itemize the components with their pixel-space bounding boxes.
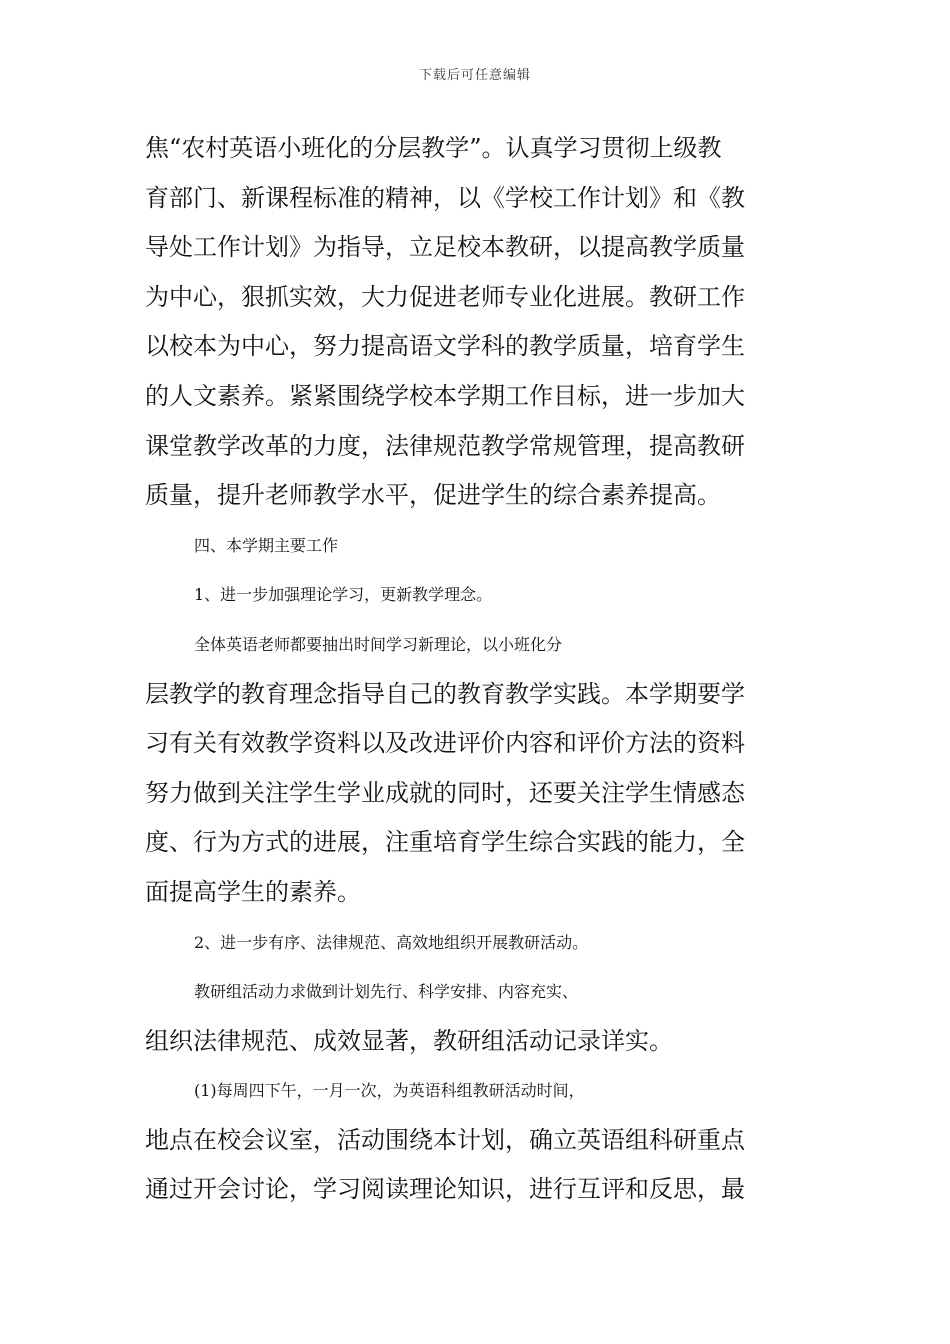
paragraph-first-line: 教研组活动力求做到计划先行、科学安排、内容充实、 bbox=[194, 982, 579, 1002]
document-body bbox=[145, 124, 825, 1215]
paragraph-line: 努力做到关注学生学业成就的同时，还要关注学生情感态 bbox=[145, 778, 745, 807]
paragraph-line: 层教学的教育理念指导自己的教育教学实践。本学期要学 bbox=[145, 679, 745, 708]
paragraph-line: 为中心，狠抓实效，大力促进老师专业化进展。教研工作 bbox=[145, 282, 745, 311]
paragraph-line: 质量，提升老师教学水平，促进学生的综合素养提高。 bbox=[145, 481, 721, 510]
paragraph-line: 度、行为方式的进展，注重培育学生综合实践的能力，全 bbox=[145, 828, 745, 857]
paragraph-first-line: 四、本学期主要工作 bbox=[194, 535, 339, 555]
paragraph-first-line: (1)每周四下午，一月一次，为英语科组教研活动时间， bbox=[194, 1081, 585, 1101]
paragraph-line: 通过开会讨论，学习阅读理论知识，进行互评和反思，最 bbox=[145, 1175, 745, 1204]
paragraph-line: 焦“农村英语小班化的分层教学”。认真学习贯彻上级教 bbox=[145, 134, 722, 162]
paragraph-line: 面提高学生的素养。 bbox=[145, 877, 361, 906]
paragraph-first-line: 2、进一步有序、法律规范、高效地组织开展教研活动。 bbox=[194, 932, 589, 952]
paragraph-first-line: 全体英语老师都要抽出时间学习新理论，以小班化分 bbox=[194, 634, 563, 654]
paragraph-line: 导处工作计划》为指导，立足校本教研，以提高教学质量 bbox=[145, 233, 745, 262]
paragraph-line: 组织法律规范、成效显著，教研组活动记录详实。 bbox=[145, 1026, 673, 1055]
paragraph-line: 育部门、新课程标准的精神，以《学校工作计划》和《教 bbox=[145, 183, 745, 212]
paragraph-line: 习有关有效教学资料以及改进评价内容和评价方法的资料 bbox=[145, 729, 745, 758]
paragraph-line: 地点在校会议室，活动围绕本计划，确立英语组科研重点 bbox=[145, 1125, 745, 1154]
page-header-note: 下载后可任意编辑 bbox=[418, 68, 531, 83]
paragraph-first-line: 1、进一步加强理论学习，更新教学理念。 bbox=[194, 585, 493, 605]
paragraph-line: 以校本为中心，努力提高语文学科的教学质量，培育学生 bbox=[145, 332, 745, 361]
paragraph-line: 课堂教学改革的力度，法律规范教学常规管理，提高教研 bbox=[145, 431, 745, 460]
paragraph-line: 的人文素养。紧紧围绕学校本学期工作目标，进一步加大 bbox=[145, 381, 745, 410]
